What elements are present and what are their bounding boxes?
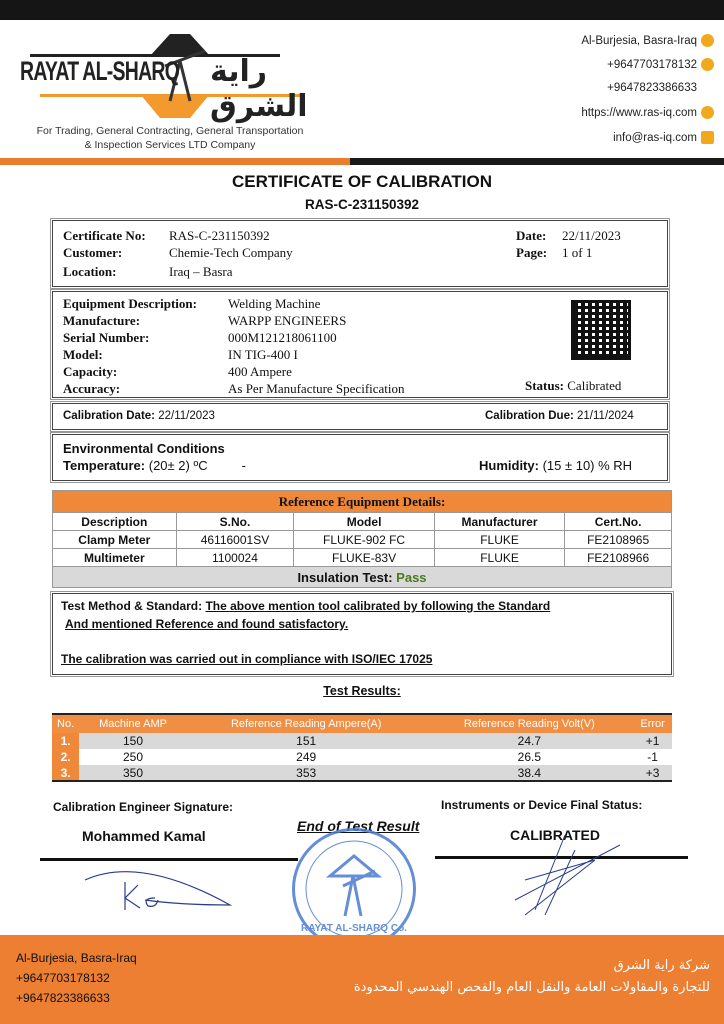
logo-text-en: RAYAT AL-SHARQ: [20, 56, 180, 86]
compliance-statement: The calibration was carried out in compliance with ISO/IEC 17025: [61, 652, 433, 666]
globe-icon: [701, 106, 714, 119]
customer: Chemie-Tech Company: [169, 245, 293, 260]
table-row: Multimeter 1100024 FLUKE-83V FLUKE FE2108966: [53, 549, 672, 567]
calibration-dates-box: Calibration Date: 22/11/2023 Calibration Due: 21/11/2024: [52, 403, 668, 430]
top-bar: [0, 0, 724, 20]
equipment-row: Model: IN TIG-400 I: [63, 347, 298, 362]
column-header: Reference Reading Ampere(A): [187, 714, 426, 733]
phone-icon: [701, 58, 714, 71]
column-header: Description: [53, 513, 177, 531]
contact-address: Al-Burjesia, Basra-Iraq: [581, 34, 714, 47]
contact-email[interactable]: info@ras-iq.com: [613, 131, 714, 144]
environment-box: Environmental Conditions Temperature: (20± 2) ºC - Humidity: (15 ± 10) % RH: [52, 434, 668, 481]
equipment-row: Accuracy: As Per Manufacture Specification: [63, 381, 405, 396]
engineer-signature: [80, 860, 250, 920]
table-row: 3. 350 353 38.4 +3: [52, 765, 672, 781]
reference-title: Reference Equipment Details:: [53, 491, 672, 513]
certificate-info-box: Certificate No: RAS-C-231150392 Customer: Chemie-Tech Company Location: Iraq – Basra Date: 22/11/2023 Page: 1 of 1: [52, 220, 668, 287]
table-row: Clamp Meter 46116001SV FLUKE-902 FC FLUKE FE2108965: [53, 531, 672, 549]
equipment-row: Equipment Description: Welding Machine: [63, 296, 321, 311]
certificate-id: RAS-C-231150392: [304, 197, 420, 212]
contact-website[interactable]: https://www.ras-iq.com: [581, 106, 714, 119]
document-title: CERTIFICATE OF CALIBRATION: [231, 172, 492, 191]
page: 1 of 1: [562, 245, 593, 260]
header-divider: [0, 158, 350, 165]
insulation-test: Insulation Test: Pass: [53, 567, 672, 588]
tagline: For Trading, General Contracting, General Transportation & Inspection Services LTD Company: [36, 125, 304, 151]
column-header: Cert.No.: [565, 513, 672, 531]
test-results-table: [52, 713, 672, 782]
mail-icon: [701, 131, 714, 144]
contact-phone-1: +9647703178132: [607, 58, 714, 71]
logo-text-ar: راية الشرق: [210, 54, 308, 124]
status: Calibrated: [567, 378, 622, 393]
location: Iraq – Basra: [169, 264, 233, 279]
table-row: 1. 150 151 24.7 +1: [52, 733, 672, 749]
final-status-label: Instruments or Device Final Status:: [441, 798, 643, 812]
humidity: (15 ± 10) % RH: [542, 458, 633, 473]
equipment-row: Capacity: 400 Ampere: [63, 364, 292, 379]
location-pin-icon: [701, 34, 714, 47]
column-header: Manufacturer: [434, 513, 564, 531]
column-header: Model: [294, 513, 435, 531]
header-divider-dark: [350, 158, 724, 165]
equipment-row: Manufacture: WARPP ENGINEERS: [63, 313, 347, 328]
svg-text:RAYAT AL-SHARQ Co.: RAYAT AL-SHARQ Co.: [301, 923, 407, 934]
final-status: CALIBRATED: [510, 827, 600, 843]
equipment-box: Equipment Description: Welding Machine Manufacture: WARPP ENGINEERS Serial Number: 000M121218061100 Model: IN TIG-400 I Capacity: 400 Ampere Accuracy: As Per Manufacture Specification Status: Calibrated: [52, 291, 668, 398]
equipment-row: Serial Number: 000M121218061100: [63, 330, 337, 345]
table-row: 2. 250 249 26.5 -1: [52, 749, 672, 765]
column-header: No.: [52, 714, 79, 733]
engineer-name: Mohammed Kamal: [82, 828, 206, 844]
column-header: Machine AMP: [79, 714, 187, 733]
column-header: Error: [633, 714, 672, 733]
logo: [20, 26, 320, 122]
status-signature: [505, 830, 625, 920]
temperature: (20± 2) ºC: [148, 458, 208, 473]
footer: Al-Burjesia, Basra-Iraq +9647703178132 +9647823386633 شركة راية الشرق للتجارة والمقاولات العامة والنقل العام والفحص الهندسي المحدودة: [0, 935, 724, 1024]
reference-equipment-table: [52, 490, 672, 588]
engineer-signature-label: Calibration Engineer Signature:: [53, 800, 234, 814]
end-of-result: End of Test Result: [297, 818, 420, 834]
qr-code: [571, 300, 631, 360]
environment-title: Environmental Conditions: [63, 441, 225, 456]
calibration-date: 22/11/2023: [158, 410, 215, 422]
column-header: Reference Reading Volt(V): [426, 714, 634, 733]
column-header: S.No.: [176, 513, 294, 531]
contact-phone-2: +9647823386633: [607, 82, 697, 94]
test-results-title: Test Results:: [323, 684, 401, 698]
date: 22/11/2023: [562, 228, 621, 243]
company-stamp: [292, 828, 416, 950]
calibration-due: 21/11/2024: [577, 410, 634, 422]
certificate-number: RAS-C-231150392: [169, 228, 270, 243]
test-method-box: Test Method & Standard: The above mention tool calibrated by following the Standard And mentioned Reference and found satisfactory. The calibration was carried out in compliance with ISO/IEC 17025: [52, 593, 672, 675]
